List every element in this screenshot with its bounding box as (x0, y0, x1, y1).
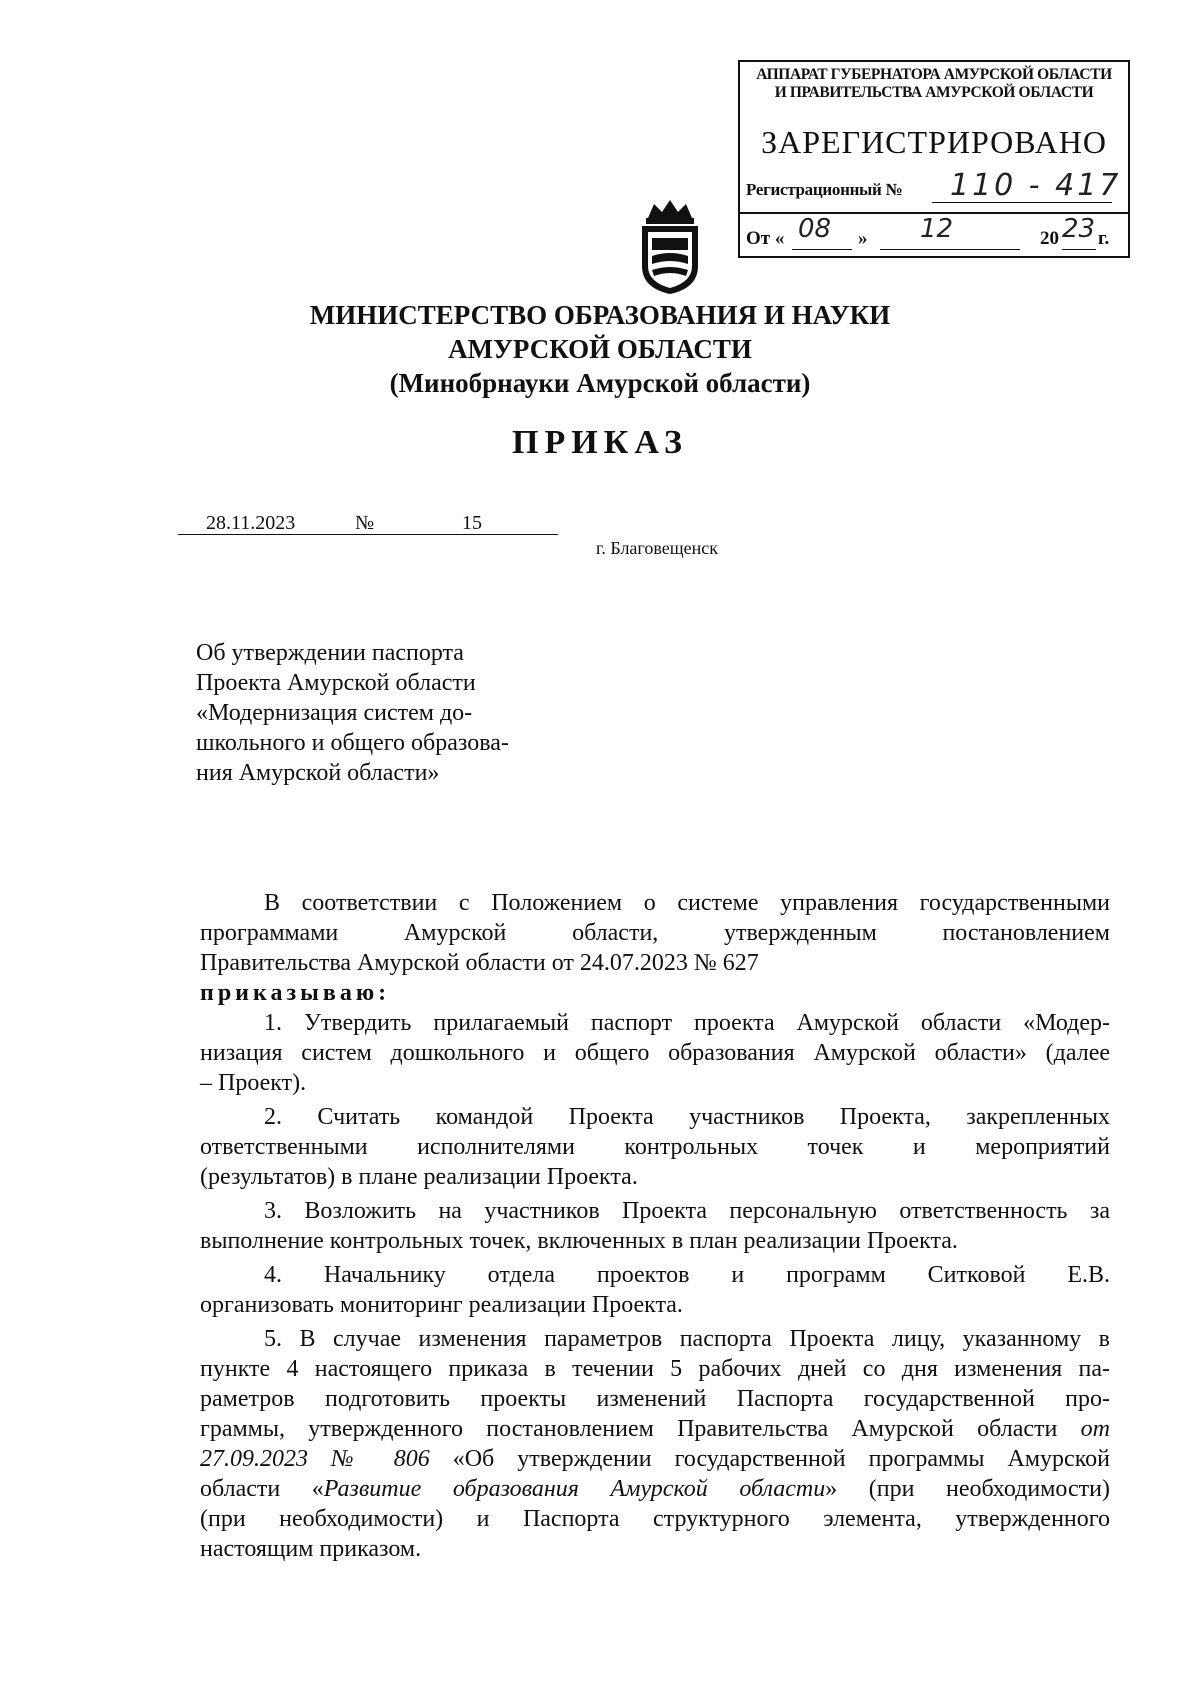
body-line: пункте 4 настоящего приказа в течении 5 рабочих дней со дня изменения па- (200, 1356, 1110, 1382)
body-line: настоящим приказом. (200, 1536, 422, 1562)
order-title: ПРИКАЗ (512, 424, 688, 461)
stamp-date-prefix: От « (746, 228, 785, 249)
coat-of-arms-icon (630, 196, 710, 296)
subject-line: ния Амурской области» (196, 760, 440, 786)
stamp-year-prefix: 20 (1040, 228, 1059, 249)
body-line: выполнение контрольных точек, включенных в план реализации Проекта. (200, 1228, 958, 1254)
ministry-name-line-1: МИНИСТЕРСТВО ОБРАЗОВАНИЯ И НАУКИ (309, 300, 891, 330)
body-line: Правительства Амурской области от 24.07.2023 № 627 (200, 950, 759, 976)
stamp-day-suffix: » (858, 228, 868, 249)
stamp-registration-label: Регистрационный № (746, 180, 903, 199)
body-line: 2. Считать командой Проекта участников Проекта, закрепленных (264, 1104, 1110, 1130)
ministry-name-line-2: АМУРСКОЙ ОБЛАСТИ (448, 334, 752, 364)
stamp-title: ЗАРЕГИСТРИРОВАНО (761, 124, 1107, 160)
body-line: (при необходимости) и Паспорта структурного элемента, утвержденного (200, 1506, 1110, 1532)
body-line: 3. Возложить на участников Проекта персональную ответственность за (264, 1198, 1110, 1224)
body-italic-text: Развитие образования Амурской области (323, 1476, 826, 1502)
subject-line: «Модернизация систем до- (196, 700, 473, 726)
order-city: г. Благовещенск (596, 538, 718, 558)
body-line: раметров подготовить проекты изменений Паспорта государственной про- (200, 1386, 1110, 1412)
body-text: » (при необходимости) (825, 1476, 1110, 1502)
order-verb: приказываю: (200, 980, 391, 1006)
order-number-label: № (355, 512, 375, 534)
body-text: области « (200, 1476, 324, 1502)
stamp-year-end: г. (1098, 228, 1110, 249)
body-line (200, 1414, 1110, 1444)
body-line: (результатов) в плане реализации Проекта. (200, 1164, 638, 1190)
body-line: В соответствии с Положением о системе управления государственными (264, 890, 1110, 916)
body-text: «Об утверждении государственной программы Амурской (429, 1446, 1110, 1472)
order-date: 28.11.2023 (206, 512, 296, 534)
body-italic-text: от (1080, 1416, 1110, 1442)
body-line (200, 1474, 1110, 1504)
body-italic-text: 27.09.2023 № 806 (200, 1446, 430, 1472)
ministry-short-name: (Минобрнауки Амурской области) (389, 368, 811, 398)
body-line: 4. Начальнику отдела проектов и программ Ситковой Е.В. (264, 1262, 1110, 1288)
body-text: граммы, утвержденного постановлением Правительства Амурской области (200, 1416, 1081, 1442)
body-line: программами Амурской области, утвержденным постановлением (200, 920, 1110, 946)
stamp-registration-number: 110 - 417 (950, 168, 1122, 203)
body-line: организовать мониторинг реализации Проекта. (200, 1292, 683, 1318)
stamp-month: 12 (920, 214, 954, 244)
body-line: 5. В случае изменения параметров паспорта Проекта лицу, указанному в (264, 1326, 1110, 1352)
subject-line: школьного и общего образова- (196, 730, 509, 756)
stamp-year-underline (1062, 249, 1096, 250)
body-line: низация систем дошкольного и общего образования Амурской области» (далее (200, 1040, 1110, 1066)
subject-line: Проекта Амурской области (196, 670, 476, 696)
order-number: 15 (462, 512, 482, 534)
body-line: ответственными исполнителями контрольных точек и мероприятий (200, 1134, 1110, 1160)
stamp-authority-line-1: АППАРАТ ГУБЕРНАТОРА АМУРСКОЙ ОБЛАСТИ (756, 66, 1112, 83)
registration-stamp (738, 60, 1130, 258)
body-line: – Проект). (200, 1070, 307, 1096)
stamp-year: 23 (1062, 214, 1096, 244)
order-subject (196, 638, 556, 788)
stamp-authority-line-2: И ПРАВИТЕЛЬСТВА АМУРСКОЙ ОБЛАСТИ (774, 84, 1094, 101)
subject-line: Об утверждении паспорта (196, 640, 464, 666)
stamp-day-underline (792, 249, 852, 250)
stamp-month-underline (880, 249, 1020, 250)
body-line: 1. Утвердить прилагаемый паспорт проекта Амурской области «Модер- (264, 1010, 1110, 1036)
stamp-day: 08 (798, 214, 832, 244)
body-line (200, 1444, 1110, 1474)
